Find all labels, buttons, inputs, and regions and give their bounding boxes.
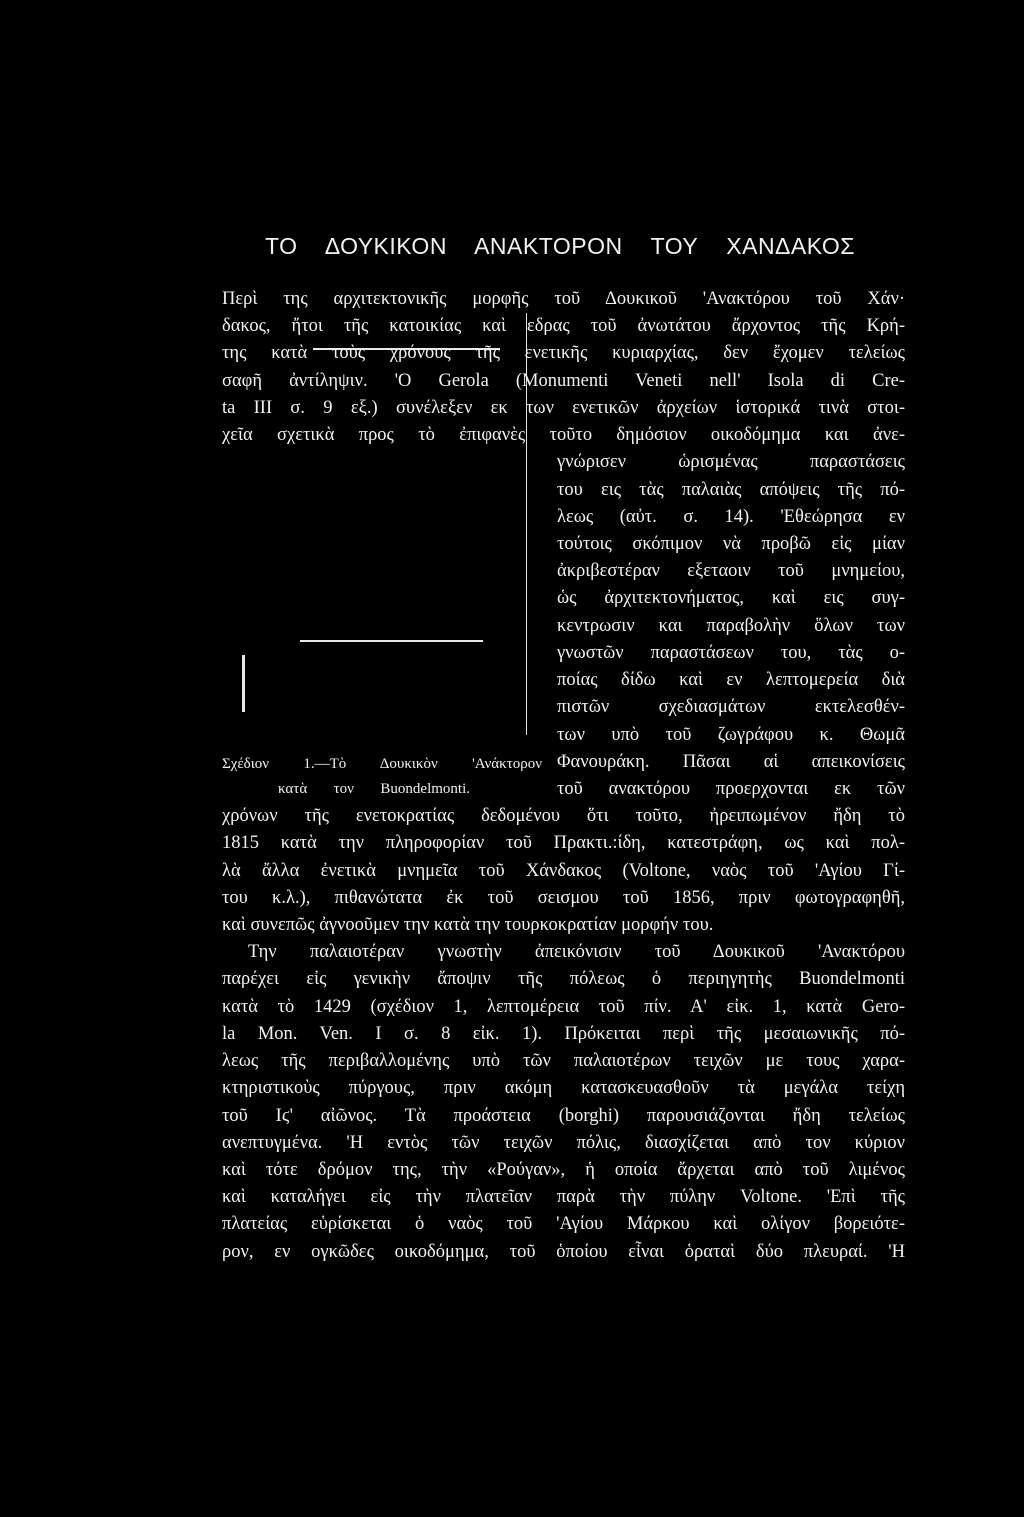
body-line: κτηριστικοὺς πύργους, πριν ακόμη κατασκευασθοῦν τὰ μεγάλα τείχη bbox=[222, 1078, 905, 1099]
body-line: ρον, εν ογκῶδες οικοδόμημα, τοῦ ὁποίου εἶναι ὁραταὶ δύο πλευραί. 'Η bbox=[222, 1241, 905, 1262]
body-line: Την παλαιοτέραν γνωστὴν ἀπεικόνισιν τοῦ Δουκικοῦ 'Ανακτόρου bbox=[248, 942, 905, 963]
body-line-narrow: πιστῶν σχεδιασμάτων εκτελεσθέν- bbox=[557, 697, 905, 718]
body-line: καὶ τότε δρόμον της, τὴν «Ρούγαν», ἡ οποία ἄρχεται απὸ τοῦ λιμένος bbox=[222, 1160, 905, 1180]
body-line: la Mon. Ven. I σ. 8 εἰκ. 1). Πρόκειται περὶ τῆς μεσαιωνικῆς πό- bbox=[222, 1023, 905, 1044]
body-line: Περὶ της αρχιτεκτονικῆς μορφῆς τοῦ Δουκικοῦ 'Ανακτόρου τοῦ Χάν· bbox=[222, 289, 905, 309]
body-line: λεως τῆς περιβαλλομένης υπὸ τῶν παλαιοτέρων τειχῶν με τους χαρα- bbox=[222, 1051, 905, 1072]
figure-caption-line: Σχέδιον 1.—Τὸ Δουκικὸν 'Ανάκτορον bbox=[222, 756, 542, 772]
body-line: καὶ καταλήγει εἰς τὴν πλατεῖαν παρὰ τὴν πύλην Voltone. 'Επὶ τῆς bbox=[222, 1187, 905, 1208]
body-line: παρέχει εἰς γενικὴν ἄποψιν τῆς πόλεως ὁ περιηγητὴς Buondelmonti bbox=[222, 969, 905, 990]
body-line: κατὰ τὸ 1429 (σχέδιον 1, λεπτομέρεια τοῦ πίν. Α' εἰκ. 1, κατὰ Gero- bbox=[222, 996, 905, 1017]
body-line-narrow: ποίας δίδω καὶ εν λεπτομερεία διὰ bbox=[557, 670, 905, 691]
body-line: πλατείας εὑρίσκεται ὁ ναὸς τοῦ 'Αγίου Μάρκου καὶ ολίγον βορειότε- bbox=[222, 1214, 905, 1235]
body-line-narrow: γνωστῶν παραστάσεων του, τὰς ο- bbox=[557, 642, 905, 663]
body-line: χεῖα σχετικὰ προς τὸ ἐπιφανὲς τοῦτο δημόσιον οικοδόμημα και ἀνε- bbox=[222, 425, 905, 446]
body-line: 1815 κατὰ την πληροφορίαν τοῦ Πρακτι.:ίδη, κατεστράφη, ως καὶ πολ- bbox=[222, 833, 905, 854]
page-title: ΤΟ ΔΟΥΚΙΚΟΝ ΑΝΑΚΤΟΡΟΝ ΤΟΥ ΧΑΝΔΑΚΟΣ bbox=[265, 233, 855, 259]
body-line: τοῦ Ιϛ' αἰῶνος. Τὰ προάστεια (borghi) παρουσιάζονται ἤδη τελείως bbox=[222, 1105, 905, 1126]
body-line-narrow: γνώρισεν ὡρισμένας παραστάσεις bbox=[557, 452, 905, 473]
body-line-narrow: λεως (αὐτ. σ. 14). 'Εθεώρησα εν bbox=[557, 506, 905, 527]
figure-caption-line: κατὰ τον Buondelmonti. bbox=[278, 781, 470, 797]
body-line-narrow: τοῦ ανακτόρου προερχονται εκ τῶν bbox=[557, 778, 905, 799]
body-line-narrow: των υπὸ τοῦ ζωγράφου κ. Θωμᾶ bbox=[557, 724, 905, 745]
body-line: της κατὰ τοὺς χρόνους τῆς ενετικῆς κυριαρχίας, δεν ἔχομεν τελείως bbox=[222, 343, 905, 364]
body-line-narrow: ἀκριβεστέραν εξεταοιν τοῦ μνημείου, bbox=[557, 561, 905, 582]
body-line-narrow: ὡς ἀρχιτεκτονήματος, καὶ εις συγ- bbox=[557, 588, 905, 609]
body-line-narrow: του εις τὰς παλαιὰς απόψεις τῆς πό- bbox=[557, 479, 905, 500]
body-line-narrow: τούτοις σκόπιμον νὰ προβῶ εἰς μίαν bbox=[557, 533, 905, 554]
body-line: λὰ ἄλλα ἐνετικὰ μνημεῖα τοῦ Χάνδακος (Voltone, ναὸς τοῦ 'Αγίου Γί- bbox=[222, 860, 905, 881]
body-line: χρόνων τῆς ενετοκρατίας δεδομένου ὅτι τοῦτο, ἠρειπωμένον ἤδη τὸ bbox=[222, 806, 905, 827]
body-line: ta III σ. 9 εξ.) συνέλεξεν εκ των ενετικῶν ἀρχείων ἱστορικά τινὰ στοι- bbox=[222, 397, 905, 418]
article-body bbox=[222, 286, 905, 1266]
body-line: καὶ συνεπῶς ἀγνοοῦμεν την κατὰ την τουρκοκρατίαν μορφήν του. bbox=[222, 915, 714, 936]
body-line-narrow: Φανουράκη. Πᾶσαι αἱ απεικονίσεις bbox=[557, 751, 905, 772]
body-line: σαφῆ ἀντίληψιν. 'Ο Gerola (Monumenti Veneti nell' Isola di Cre- bbox=[222, 370, 905, 391]
body-line-narrow: κεντρωσιν και παραβολὴν ὅλων των bbox=[557, 615, 905, 636]
body-line: δακος, ἤτοι τῆς κατοικίας καὶ εδρας τοῦ ἀνωτάτου ἄρχοντος τῆς Κρή- bbox=[222, 316, 905, 337]
body-line: του κ.λ.), πιθανώτατα ἐκ τοῦ σεισμου τοῦ 1856, πριν φωτογραφηθῆ, bbox=[222, 887, 905, 908]
body-line: ανεπτυγμένα. 'Η εντὸς τῶν τειχῶν πόλις, διασχίζεται απὸ τον κύριον bbox=[222, 1132, 905, 1153]
